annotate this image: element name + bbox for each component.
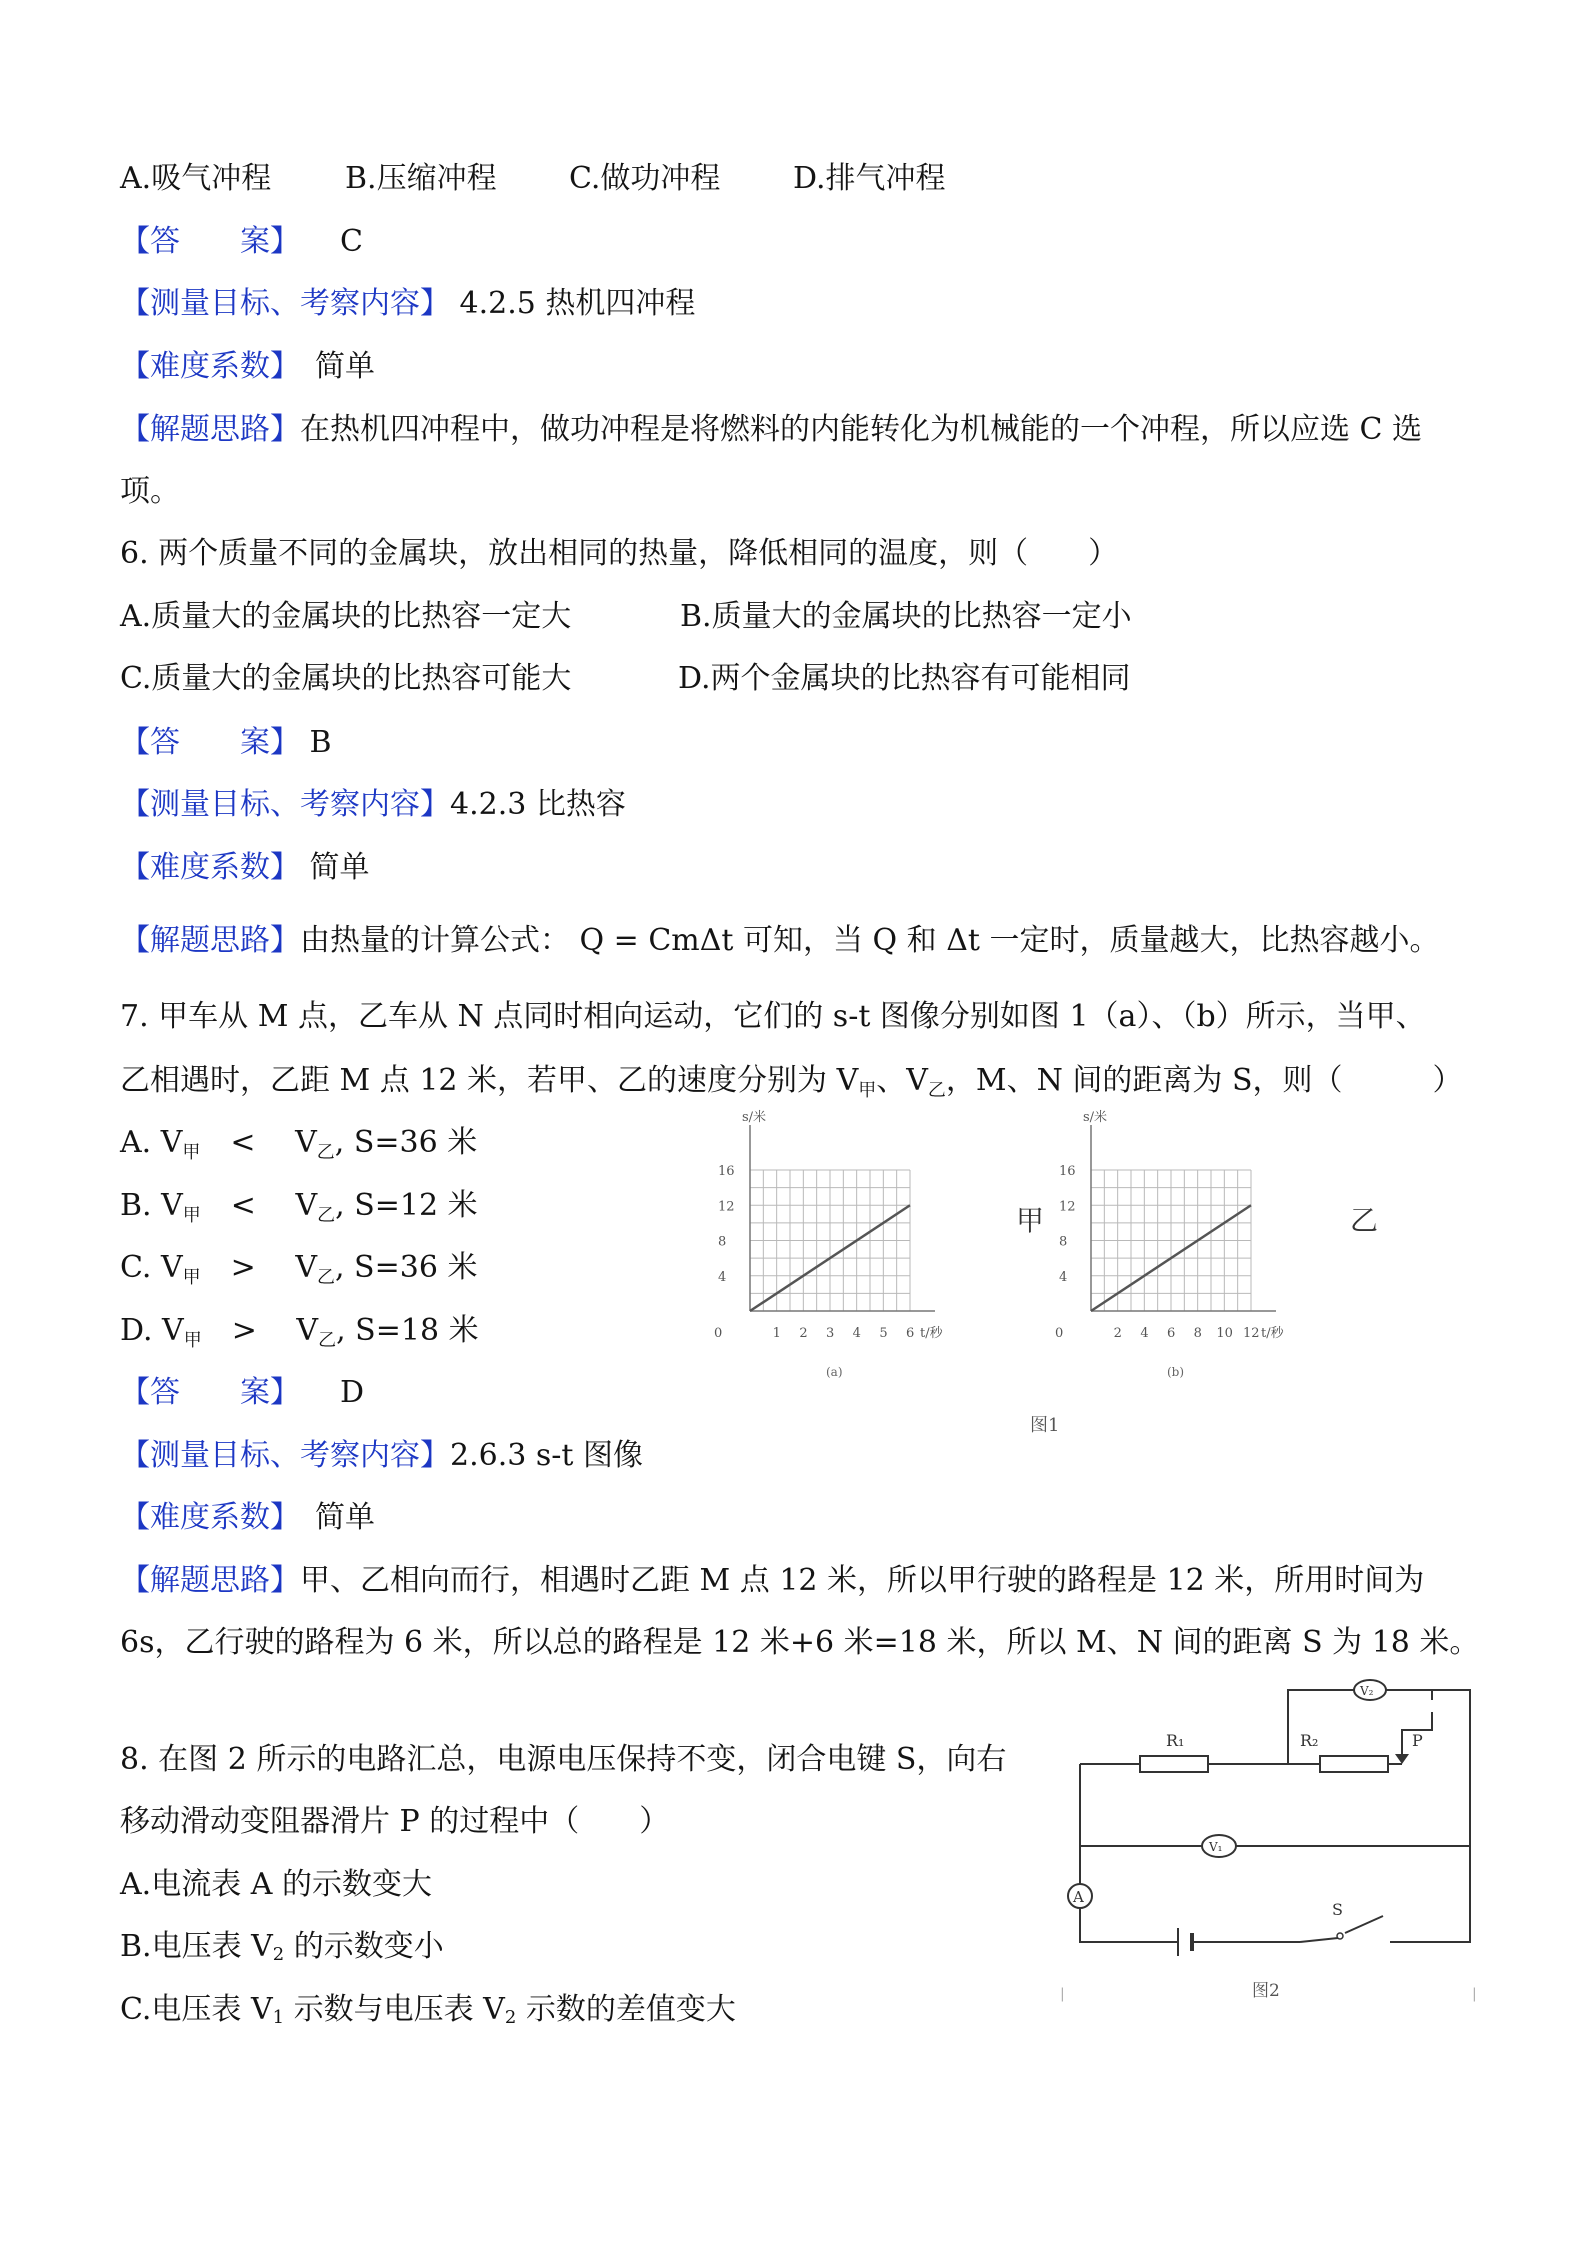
q6-reasoning: 由热量的计算公式： Q = CmΔt 可知，当 Q 和 Δt 一定时，质量越大，比热容越小。 (300, 923, 1440, 958)
option-c-pre: C.电压表 V (120, 1992, 273, 2027)
x-tick-label: 10 (1216, 1326, 1233, 1341)
q5-options (120, 161, 946, 197)
q7-stem-2 (120, 1063, 1463, 1103)
origin-label: 0 (714, 1326, 723, 1341)
sub-jia: 甲 (858, 1080, 877, 1101)
q7-option-b (120, 1188, 478, 1228)
y-tick-label: 8 (1059, 1234, 1068, 1250)
q7-stem-2b: 、V (876, 1063, 928, 1098)
option-c-post: 示数的差值变大 (516, 1992, 736, 2027)
q5-option-c: C.做功冲程 (569, 161, 721, 196)
option-c-mid: 示数与电压表 V (284, 1992, 505, 2027)
option-letter: B. V (120, 1188, 183, 1223)
q8-option-b (120, 1929, 444, 1969)
q6-target-line (120, 787, 626, 823)
q6-option-d: D.两个金属块的比热容有可能相同 (678, 661, 1131, 696)
option-s: , S=18 米 (336, 1313, 479, 1348)
difficulty-label: 【难度系数】 (120, 349, 285, 384)
x-tick-label: 5 (879, 1326, 888, 1341)
q7-option-d (120, 1313, 479, 1353)
q6-options-ab (120, 599, 1132, 635)
x-tick-label: 8 (1193, 1326, 1202, 1341)
v2-label: V₂ (1360, 1684, 1374, 1698)
option-v: V (296, 1313, 319, 1348)
target-label: 【测量目标、考察内容】 (120, 286, 450, 321)
p-label: P (1412, 1731, 1423, 1750)
q8-stem-1: 8. 在图 2 所示的电路汇总，电源电压保持不变，闭合电键 S，向右 (120, 1742, 1007, 1777)
x-tick-label: 3 (826, 1326, 835, 1341)
y-axis-label: s/米 (742, 1110, 767, 1125)
q7-difficulty: 简单 (315, 1500, 375, 1535)
q6-option-b: B.质量大的金属块的比热容一定小 (680, 599, 1132, 634)
resistor-r1 (1140, 1756, 1208, 1772)
sub-yi: 乙 (316, 1267, 335, 1288)
y-tick-label: 12 (718, 1199, 735, 1215)
option-relation: > (230, 1250, 256, 1285)
figure-1 (700, 1100, 1400, 1450)
s-label: S (1332, 1900, 1343, 1919)
svg-text:|: | (1472, 1986, 1477, 2002)
y-tick-label: 8 (718, 1234, 727, 1250)
x-axis-label: t/秒 (920, 1326, 943, 1341)
r2-label: R₂ (1300, 1731, 1319, 1750)
v1-label: V₁ (1209, 1840, 1223, 1854)
option-v: V (295, 1188, 318, 1223)
x-axis-label: t/秒 (1261, 1326, 1284, 1341)
q5-option-d: D.排气冲程 (793, 161, 946, 196)
q5-target-line (120, 286, 695, 322)
figure-1-caption: 图1 (1030, 1415, 1060, 1436)
q7-option-c (120, 1250, 477, 1290)
x-tick-label: 2 (1113, 1326, 1122, 1341)
q6-target: 4.2.3 比热容 (450, 787, 626, 822)
series-name: 甲 (1016, 1204, 1045, 1237)
q7-target: 2.6.3 s-t 图像 (450, 1438, 643, 1473)
slider-arrow-icon (1395, 1754, 1409, 1764)
q6-answer-line (120, 725, 332, 761)
q5-target: 4.2.5 热机四冲程 (459, 286, 696, 321)
option-b-post: 的示数变小 (284, 1929, 444, 1964)
a-label: A (1073, 1888, 1084, 1906)
q7-stem-1: 7. 甲车从 M 点，乙车从 N 点同时相向运动，它们的 s-t 图像分别如图 1（a）、（b）所示，当甲、 (120, 999, 1426, 1034)
q7-difficulty-line (120, 1500, 375, 1536)
sub-jia: 甲 (182, 1142, 201, 1163)
q6-options-cd (120, 661, 1131, 697)
x-tick-label: 4 (1140, 1326, 1149, 1341)
wire (1300, 1938, 1338, 1942)
option-v: V (295, 1125, 317, 1160)
q7-target-line (120, 1438, 643, 1474)
q6-difficulty: 简单 (309, 850, 370, 885)
option-relation: > (231, 1313, 257, 1348)
sub-jia: 甲 (182, 1267, 201, 1288)
sub-yi: 乙 (317, 1205, 336, 1226)
q5-answer: C (340, 224, 363, 259)
sub-yi: 乙 (318, 1330, 337, 1351)
option-relation: < (230, 1125, 256, 1160)
wire (1080, 1906, 1178, 1942)
y-axis-label: s/米 (1083, 1110, 1108, 1125)
figure-2-caption: 图2 (1252, 1981, 1280, 2001)
chart-sublabel: (b) (1167, 1365, 1185, 1379)
option-s: , S=12 米 (335, 1188, 478, 1223)
sub-jia: 甲 (183, 1330, 202, 1351)
option-s: , S=36 米 (334, 1250, 478, 1285)
q5-reasoning-1: 在热机四冲程中，做功冲程是将燃料的内能转化为机械能的一个冲程，所以应选 C 选 (300, 412, 1423, 447)
option-letter: A. V (120, 1125, 183, 1160)
target-label: 【测量目标、考察内容】 (120, 1438, 450, 1473)
rheostat-r2 (1320, 1756, 1388, 1772)
sub-yi: 乙 (316, 1142, 335, 1163)
q8-option-c (120, 1992, 736, 2032)
q6-option-c: C.质量大的金属块的比热容可能大 (120, 661, 572, 696)
y-tick-label: 4 (718, 1269, 727, 1285)
q5-difficulty: 简单 (315, 349, 375, 384)
y-tick-label: 4 (1059, 1269, 1068, 1285)
origin-label: 0 (1055, 1326, 1064, 1341)
q6-difficulty-line (120, 850, 370, 886)
figure-2-circuit (1040, 1670, 1520, 2010)
x-tick-label: 6 (1167, 1326, 1176, 1341)
target-label: 【测量目标、考察内容】 (120, 787, 450, 822)
option-v: V (295, 1250, 317, 1285)
sub-2: 2 (504, 2007, 517, 2028)
difficulty-label: 【难度系数】 (120, 850, 300, 885)
q7-stem-2a: 乙相遇时，乙距 M 点 12 米，若甲、乙的速度分别为 V (120, 1063, 859, 1098)
q7-reasoning-line-2: 6s，乙行驶的路程为 6 米，所以总的路程是 12 米+6 米=18 米，所以 M、N 间的距离 S 为 18 米。 (120, 1625, 1480, 1660)
option-letter: D. V (120, 1313, 184, 1348)
option-relation: < (230, 1188, 256, 1223)
q6-option-a: A.质量大的金属块的比热容一定大 (120, 599, 572, 634)
switch-blade (1345, 1916, 1383, 1933)
q5-option-a: A.吸气冲程 (120, 161, 272, 196)
r1-label: R₁ (1166, 1731, 1185, 1750)
q7-reasoning-1: 甲、乙相向而行，相遇时乙距 M 点 12 米，所以甲行驶的路程是 12 米，所用时间为 (300, 1563, 1425, 1598)
answer-label: 【答 案】 (120, 1375, 300, 1410)
chart-jia (714, 1109, 1044, 1379)
answer-label: 【答 案】 (120, 224, 300, 259)
x-tick-label: 4 (852, 1326, 861, 1341)
q6-reasoning-line (120, 923, 1439, 959)
q7-option-a (120, 1125, 477, 1165)
x-tick-label: 12 (1243, 1326, 1260, 1341)
q5-reasoning-line-2: 项。 (120, 474, 180, 509)
reasoning-label: 【解题思路】 (120, 1563, 300, 1598)
series-name: 乙 (1350, 1204, 1379, 1237)
x-tick-label: 1 (772, 1326, 781, 1341)
y-tick-label: 16 (1059, 1164, 1076, 1179)
q5-option-b: B.压缩冲程 (345, 161, 497, 196)
q7-answer: D (340, 1375, 365, 1410)
q8-stem-2: 移动滑动变阻器滑片 P 的过程中（ ） (120, 1804, 670, 1839)
option-s: , S=36 米 (334, 1125, 478, 1160)
q5-reasoning-line (120, 412, 1422, 448)
x-tick-label: 2 (799, 1326, 808, 1341)
reasoning-label: 【解题思路】 (120, 923, 300, 958)
q7-reasoning-line (120, 1563, 1424, 1599)
y-tick-label: 12 (1059, 1199, 1076, 1215)
chart-sublabel: (a) (826, 1365, 843, 1379)
q7-stem-2c: ，M、N 间的距离为 S，则（ ） (945, 1063, 1463, 1098)
q5-answer-line (120, 224, 363, 260)
sub-jia: 甲 (182, 1205, 201, 1226)
option-b-pre: B.电压表 V (120, 1929, 273, 1964)
difficulty-label: 【难度系数】 (120, 1500, 285, 1535)
q5-difficulty-line (120, 349, 375, 385)
y-tick-label: 16 (718, 1164, 735, 1179)
q8-option-a: A.电流表 A 的示数变大 (120, 1867, 432, 1902)
option-letter: C. V (120, 1250, 183, 1285)
sub-2: 2 (272, 1944, 285, 1965)
answer-label: 【答 案】 (120, 725, 300, 760)
reasoning-label: 【解题思路】 (120, 412, 300, 447)
q7-answer-line (120, 1375, 364, 1411)
wire (1288, 1690, 1470, 1942)
chart-yi (1055, 1109, 1378, 1379)
x-tick-label: 6 (906, 1326, 915, 1341)
sub-1: 1 (272, 2007, 285, 2028)
q6-stem: 6. 两个质量不同的金属块，放出相同的热量，降低相同的温度，则（ ） (120, 536, 1119, 571)
sub-yi: 乙 (927, 1080, 946, 1101)
svg-text:|: | (1060, 1986, 1065, 2002)
q6-answer: B (309, 725, 332, 760)
